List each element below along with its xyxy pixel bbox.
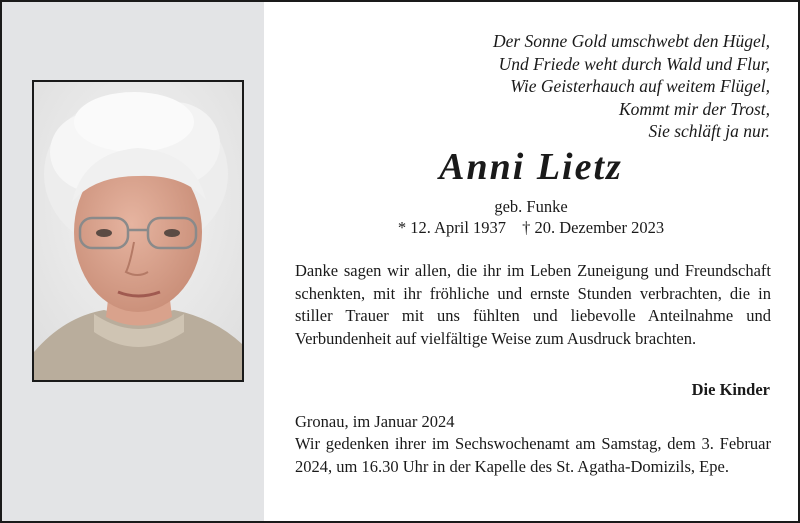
memorial-service-paragraph: Wir gedenken ihrer im Sechswochenamt am Samstag, dem 3. Februar 2024, um 16.30 Uhr in der Kapelle des St. Agatha-Domizils, Epe. [295,434,771,476]
life-dates [264,217,798,239]
deceased-name: Anni Lietz [439,146,623,188]
portrait-illustration [34,82,242,380]
poem-line: Und Friede weht durch Wald und Flur, [498,53,770,74]
poem-line: Der Sonne Gold umschwebt den Hügel, [492,31,770,51]
signature: Die Kinder [691,380,770,399]
poem-line: Wie Geisterhauch auf weitem Flügel, [510,76,770,96]
poem-line: Sie schläft ja nur. [648,121,770,141]
poem-line: Kommt mir der Trost, [618,98,770,119]
maiden-name: geb. Funke [494,197,568,216]
thanks-paragraph: Danke sagen wir allen, die ihr im Leben Zuneigung und Freundschaft schenkten, mit ihr fröhliche und ernste Stunden verbrachten, die in stiller Trauer mit uns fühlten und liebevolle Anteilnahme und Verbundenheit auf vielfältige Weise zum Ausdruck brachten. [295,261,771,348]
place-date: Gronau, im Januar 2024 [295,412,455,431]
portrait-photo [32,80,244,382]
death-date: † 20. Dezember 2023 [522,218,665,237]
birth-date: * 12. April 1937 [397,218,507,237]
poem [350,30,770,143]
